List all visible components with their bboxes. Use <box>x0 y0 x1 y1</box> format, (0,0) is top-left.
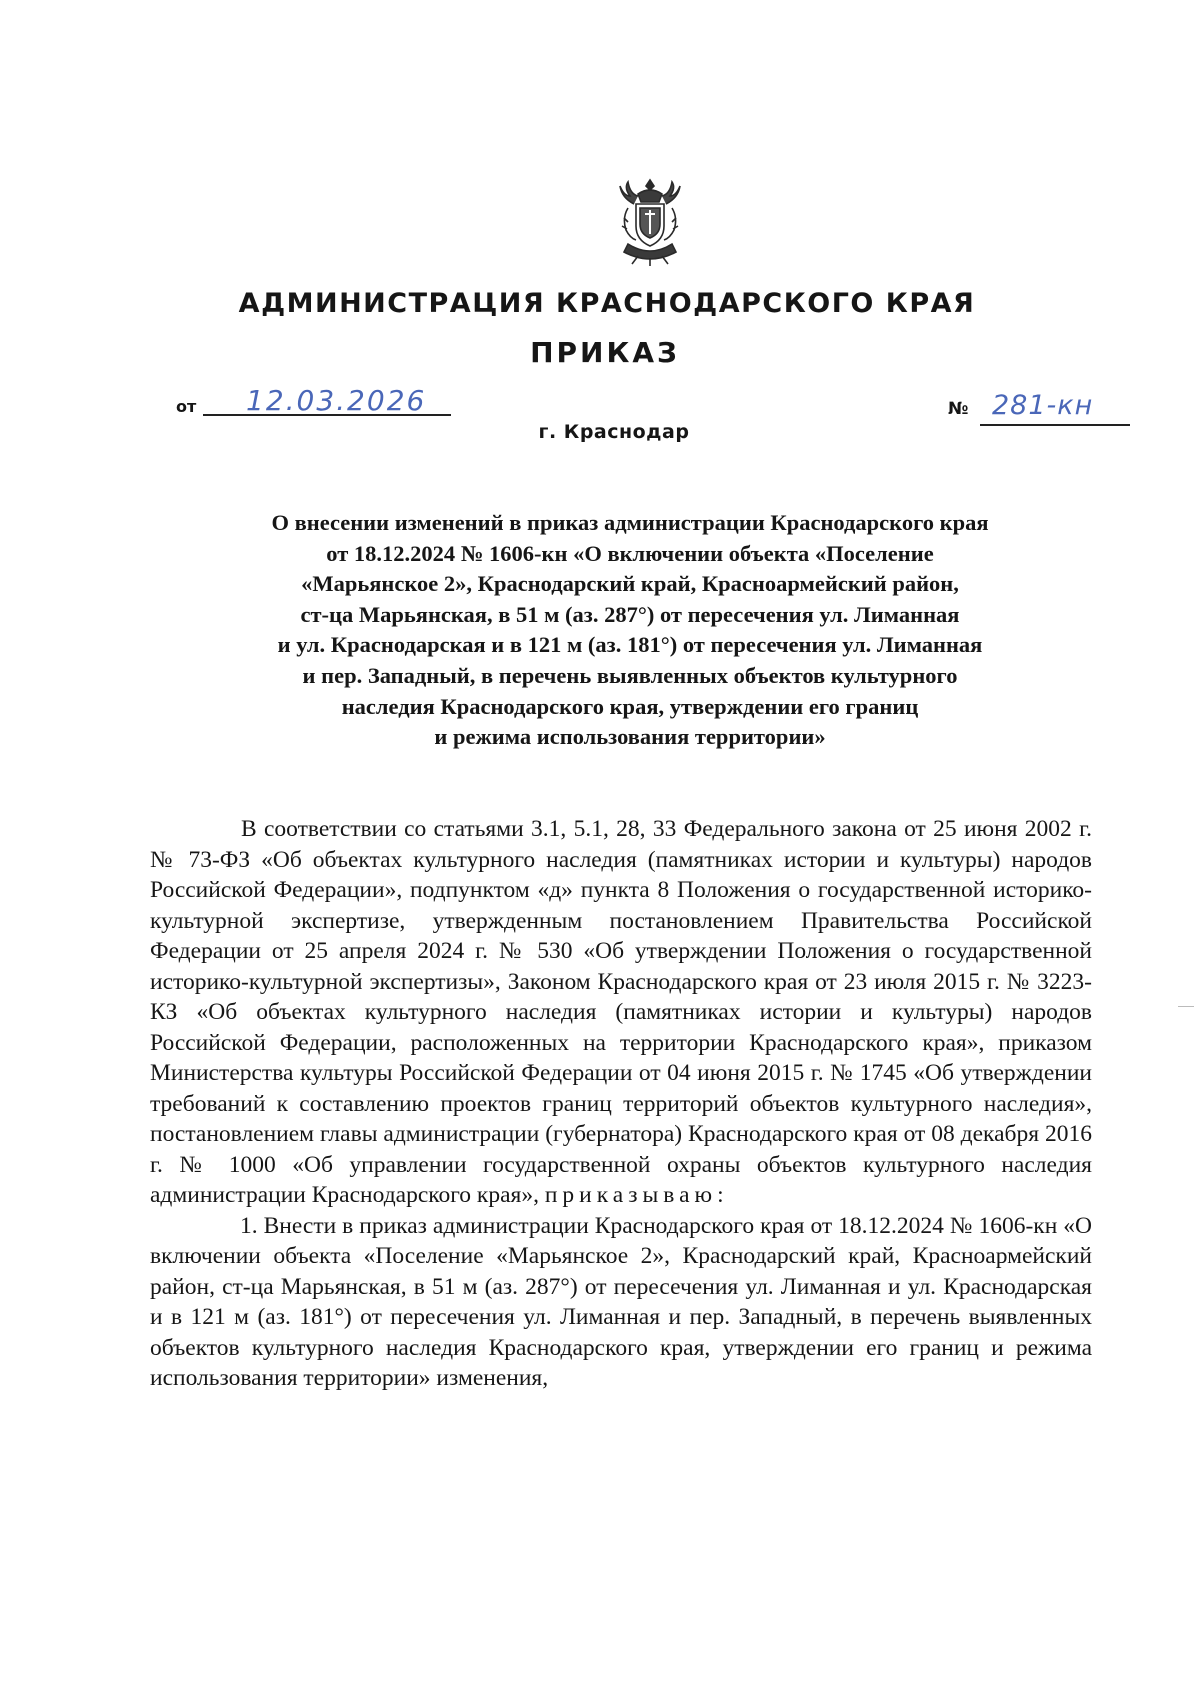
subject-line: «Марьянское 2», Краснодарский край, Красноармейский район, <box>301 571 959 597</box>
subject-line: ст-ца Марьянская, в 51 м (аз. 287°) от пересечения ул. Лиманная <box>300 601 960 627</box>
preamble-paragraph <box>150 814 1092 1211</box>
handwritten-date: 12.03.2026 <box>246 384 427 417</box>
subject-line: и ул. Краснодарская и в 121 м (аз. 181°) от пересечения ул. Лиманная <box>277 632 983 658</box>
item-1-paragraph: 1. Внести в приказ администрации Краснодарского края от 18.12.2024 № 1606-кн «О включении объекта «Поселение «Марьянское 2», Краснодарский край, Красноармейский район, ст-ца Марьянская, в 51 м (аз. 287°) от пересечения ул. Лиманная и ул. Краснодарская и в 121 м (аз. 181°) от пересечения ул. Лиманная и пер. Западный, в перечень выявленных объектов культурного наследия Краснодарского края, утверждении его границ и режима использования территории» изменения, <box>150 1212 1092 1391</box>
subject-line: от 18.12.2024 № 1606-кн «О включении объекта «Поселение <box>326 540 934 566</box>
scan-artifact <box>1178 1006 1194 1007</box>
subject-line: наследия Краснодарского края, утверждении его границ <box>341 693 919 719</box>
subject-line: и пер. Западный, в перечень выявленных объектов культурного <box>302 662 958 688</box>
date-label: от <box>176 397 197 416</box>
preamble-text: В соответствии со статьями 3.1, 5.1, 28, 33 Федерального закона от 25 июня 2002 г. № 73-ФЗ «Об объектах культурного наследия (памятниках истории и культуры) народов Российской Федерации», подпунктом «д» пункта 8 Положения о государственной историко-культурной экспертизе, утвержденным постановлением Правительства Российской Федерации от 25 апреля 2024 г. № 530 «Об утверждении Положения о государственной историко-культурной экспертизы», Законом Краснодарского края от 23 июля 2015 г. № 3223-КЗ «Об объектах культурного наследия (памятниках истории и культуры) народов Российской Федерации, расположенных на территории Краснодарского края», приказом Министерства культуры Российской Федерации от 04 июня 2015 г. № 1745 «Об утверждении требований к составлению проектов границ территорий объектов культурного наследия», постановлением главы администрации (губернатора) Краснодарского края от 08 декабря 2016 г. № 1000 «Об управлении государственной охраны объектов культурного наследия администрации Краснодарского края», <box>150 816 1092 1208</box>
decree-word: приказываю: <box>544 1182 729 1208</box>
subject-line: О внесении изменений в приказ администрации Краснодарского края <box>271 510 989 535</box>
document-subject <box>150 508 1110 753</box>
document-type: ПРИКАЗ <box>530 336 680 369</box>
organization-title: АДМИНИСТРАЦИЯ КРАСНОДАРСКОГО КРАЯ <box>238 288 976 319</box>
handwritten-number: 281-кн <box>992 390 1094 421</box>
document-body <box>150 814 1092 1394</box>
coat-of-arms-emblem <box>614 178 686 268</box>
number-label: № <box>948 399 969 419</box>
city: г. Краснодар <box>538 421 690 443</box>
subject-line: и режима использования территории» <box>434 724 826 750</box>
